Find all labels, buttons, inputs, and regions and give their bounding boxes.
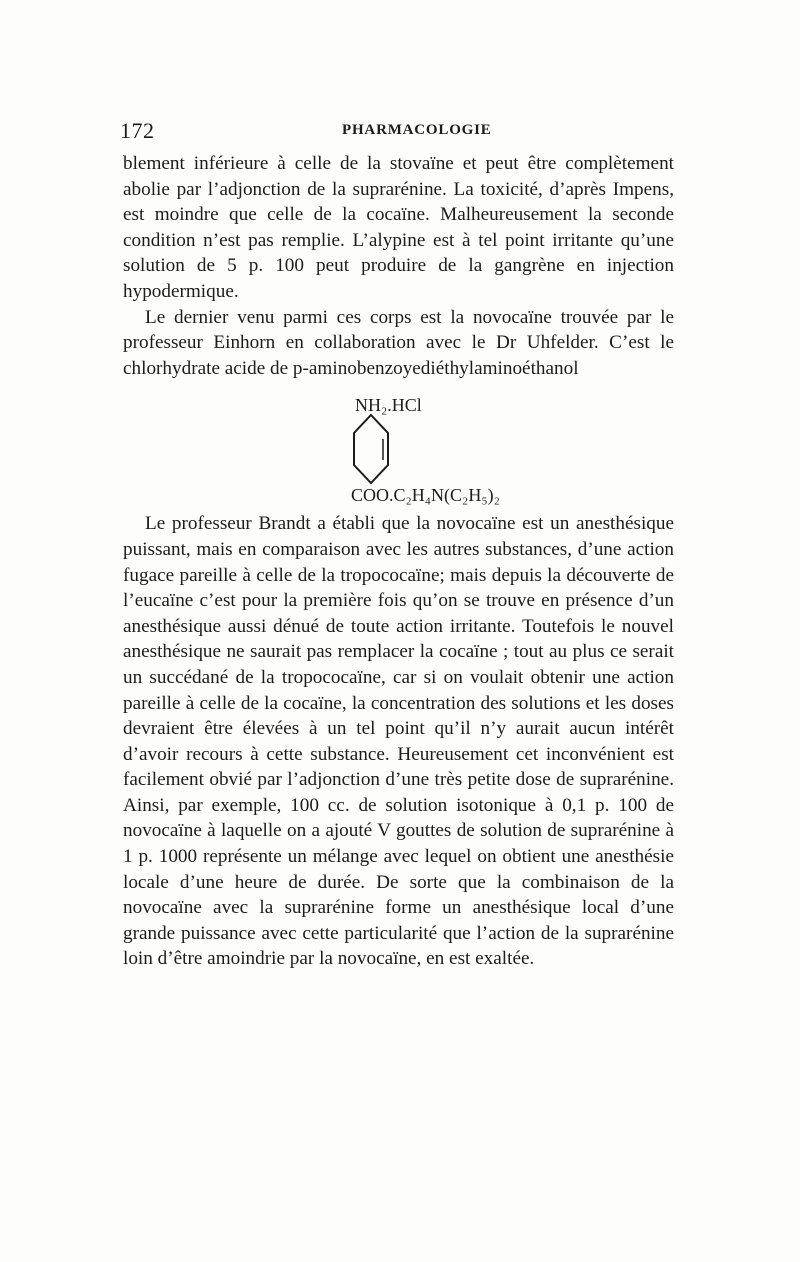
running-title: PHARMACOLOGIE: [342, 122, 492, 138]
formula-top-group: NH₂.HCl: [355, 395, 422, 416]
body-text: [123, 151, 674, 972]
benzene-ring-structure: [123, 383, 674, 507]
page-number: 172: [120, 118, 155, 143]
paragraph-novocaine-intro: Le dernier venu parmi ces corps est la novocaïne trouvée par le professeur Einhorn en collaboration avec le Dr Uhfelder. C’est le chlorhydrate acide de p-aminobenzoyediéthylaminoéthanol: [123, 306, 674, 379]
paragraph-continuation: blement inférieure à celle de la stovaïne et peut être complètement abolie par l’adjonction de la suprarénine. La toxicité, d’après Impens, est moindre que celle de la cocaïne. Malheureusement la seconde condition n’est pas remplie. L’alypine est à tel point irritante qu’une solution de 5 p. 100 peut produire de la gangrène en injection hypodermique.: [123, 153, 674, 302]
paragraph-brandt: Le professeur Brandt a établi que la novocaïne est un anesthésique puissant, mais en comparaison avec les autres substances, d’une action fugace pareille à celle de la tropococaïne; mais depuis la découverte de l’eucaïne c’est pour la première fois qu’on se trouve en présence d’un anesthésique aussi dénué de toute action irritante. Toutefois le nouvel anesthésique ne saurait pas remplacer la cocaïne ; tout au plus ce serait un succédané de la tropococaïne, car si on voulait obtenir une action pareille à celle de la cocaïne, la concentration des solutions et les doses devraient être élevées à un tel point qu’il n’y aurait aucun intérêt d’avoir recours à cette substance. Heureusement cet inconvénient est facilement obvié par l’adjonction d’une très petite dose de suprarénine. Ainsi, par exemple, 100 cc. de solution isotonique à 0,1 p. 100 de novocaïne à laquelle on a ajouté V gouttes de solution de suprarénine à 1 p. 1000 représente un mélange avec lequel on obtient une anesthésie locale d’une heure de durée. De sorte que la combinaison de la novocaïne avec la suprarénine forme un anesthésique local d’une grande puissance avec cette particularité que l’action de la suprarénine loin d’être amoindrie par la novocaïne, en est exaltée.: [123, 513, 674, 970]
chemical-formula: [123, 383, 674, 507]
page-header: [120, 118, 675, 146]
formula-bottom-group: COO.C₂H₄N(C₂H₅)₂: [351, 485, 500, 506]
